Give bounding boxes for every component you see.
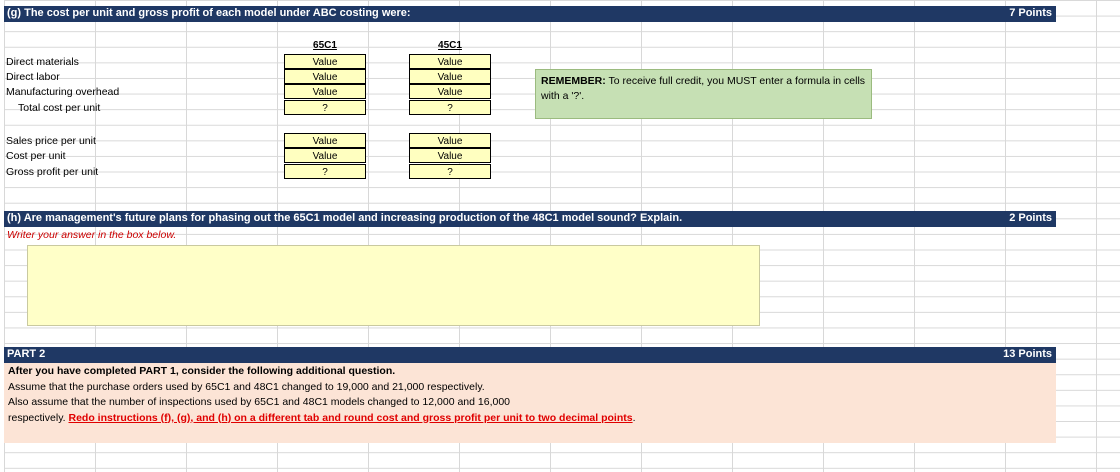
cell-45c1-gross-profit[interactable]: ? <box>409 164 491 179</box>
answer-textbox[interactable] <box>27 245 760 326</box>
section-g-title: (g) The cost per unit and gross profit of each model under ABC costing were: <box>7 7 411 19</box>
cell-65c1-direct-materials[interactable]: Value <box>284 54 366 69</box>
row-label-direct-labor: Direct labor <box>6 71 60 83</box>
row-label-direct-materials: Direct materials <box>6 56 79 68</box>
cell-65c1-gross-profit[interactable]: ? <box>284 164 366 179</box>
row-label-manufacturing-overhead: Manufacturing overhead <box>6 86 120 98</box>
column-header-45c1: 45C1 <box>438 40 462 51</box>
section-h-title: (h) Are management's future plans for phasing out the 65C1 model and increasing production of the 48C1 model sound? Explain. <box>7 212 683 224</box>
section-g-points: 7 Points <box>1009 7 1052 19</box>
cell-65c1-sales-price[interactable]: Value <box>284 133 366 148</box>
column-header-65c1: 65C1 <box>313 40 337 51</box>
part2-redo-instruction: Redo instructions (f), (g), and (h) on a different tab and round cost and gross profit per unit to two decimal points <box>68 411 633 424</box>
part2-lead: After you have completed PART 1, consider the following additional question. <box>8 365 396 377</box>
cell-45c1-manufacturing-overhead[interactable]: Value <box>409 84 491 99</box>
part2-body <box>4 363 1056 443</box>
row-label-cost-per-unit: Cost per unit <box>6 150 66 162</box>
cell-45c1-total-cost[interactable]: ? <box>409 100 491 115</box>
cell-45c1-cost-per-unit[interactable]: Value <box>409 148 491 163</box>
part2-line-3-end: . <box>632 411 636 424</box>
cell-45c1-sales-price[interactable]: Value <box>409 133 491 148</box>
section-g-header <box>4 6 1056 22</box>
part2-points: 13 Points <box>1003 348 1052 360</box>
part2-line-3-start: respectively. <box>8 411 66 424</box>
cell-65c1-direct-labor[interactable]: Value <box>284 69 366 84</box>
row-label-sales-price: Sales price per unit <box>6 135 96 147</box>
section-h-points: 2 Points <box>1009 212 1052 224</box>
part2-line-1: Assume that the purchase orders used by 65C1 and 48C1 changed to 19,000 and 21,000 respectively. <box>8 380 485 393</box>
reminder-label: REMEMBER: <box>541 75 606 87</box>
reminder-text: To receive full credit, you MUST enter a formula in cells with a '?'. <box>541 75 866 102</box>
section-h-header <box>4 211 1056 227</box>
part2-header <box>4 347 1056 363</box>
row-label-total-cost-per-unit: Total cost per unit <box>18 102 101 114</box>
row-label-gross-profit: Gross profit per unit <box>6 166 99 178</box>
reminder-box <box>535 69 872 119</box>
cell-65c1-manufacturing-overhead[interactable]: Value <box>284 84 366 99</box>
cell-65c1-cost-per-unit[interactable]: Value <box>284 148 366 163</box>
part2-line-3 <box>8 411 1052 427</box>
part2-title: PART 2 <box>7 348 46 360</box>
part2-line-2: Also assume that the number of inspections used by 65C1 and 48C1 models changed to 12,000 and 16,000 <box>8 396 511 408</box>
cell-45c1-direct-materials[interactable]: Value <box>409 54 491 69</box>
section-h-instruction: Writer your answer in the box below. <box>7 229 177 241</box>
cell-45c1-direct-labor[interactable]: Value <box>409 69 491 84</box>
cell-65c1-total-cost[interactable]: ? <box>284 100 366 115</box>
